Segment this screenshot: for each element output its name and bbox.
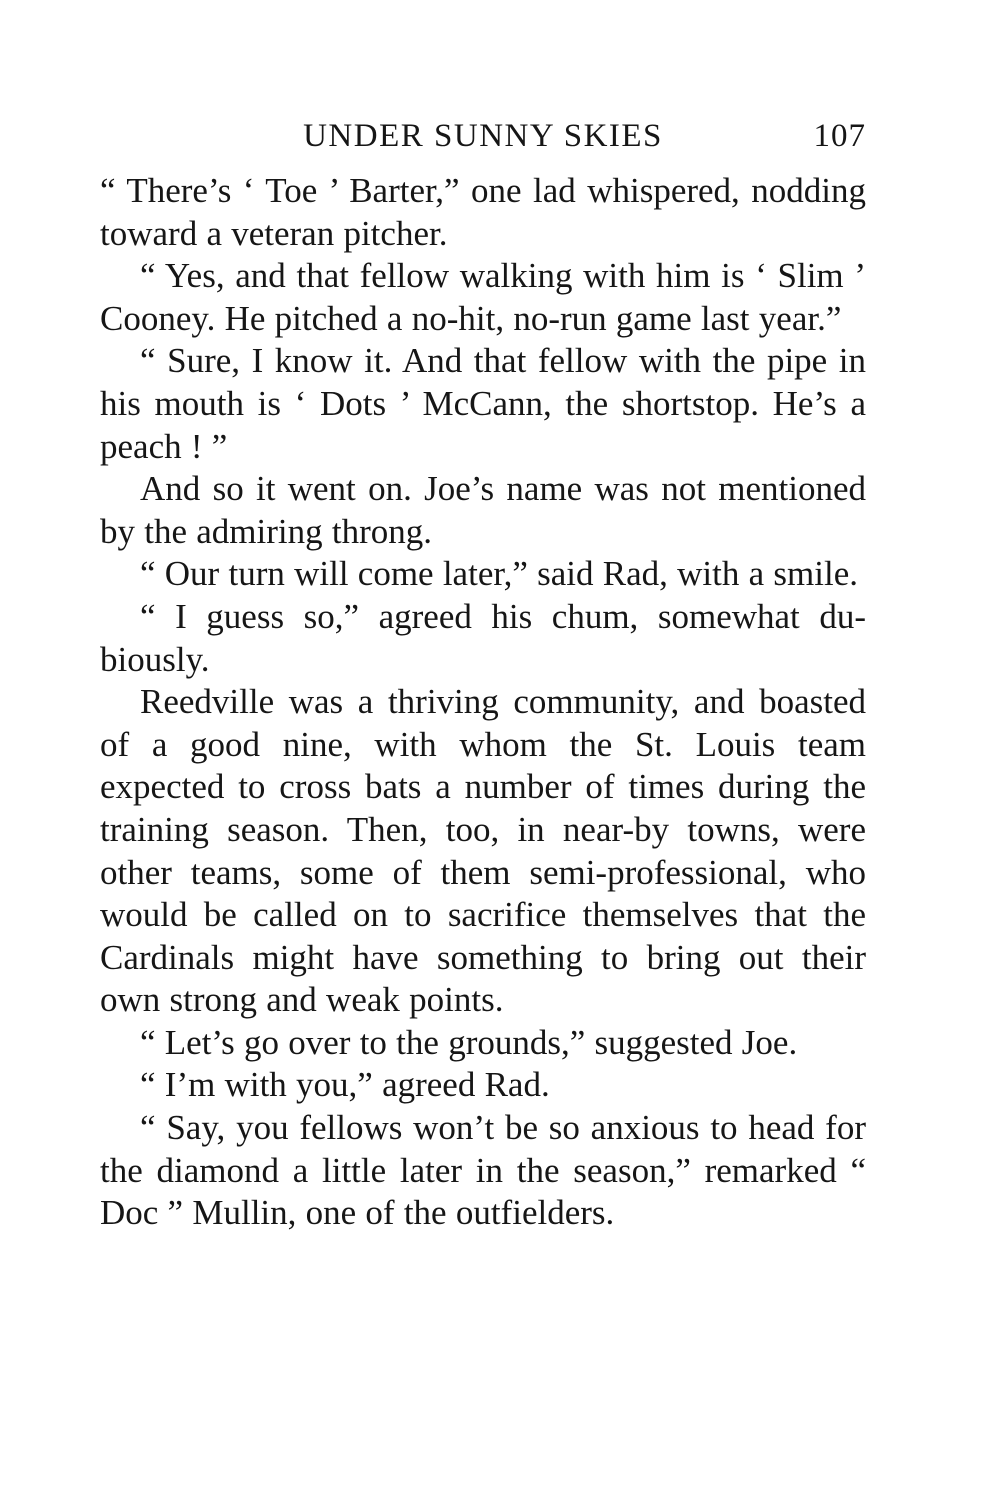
- paragraph: “ I’m with you,” agreed Rad.: [140, 1065, 550, 1105]
- paragraph: “ Yes, and that fellow walking with him is ‘ Slim ’ Cooney. He pitched a no-hit, no-run game last year.”: [100, 256, 866, 338]
- running-title: UNDER SUNNY SKIES: [303, 118, 663, 154]
- paragraph: “ Say, you fellows won’t be so anxious to head for the diamond a little later in the season,” remarked “ Doc ” Mullin, one of the outfielders.: [100, 1108, 866, 1233]
- paragraph: “ Sure, I know it. And that fellow with the pipe in his mouth is ‘ Dots ’ McCann, the shortstop. He’s a peach ! ”: [100, 341, 866, 466]
- paragraph: “ I guess so,” agreed his chum, somewhat dubiously.: [100, 596, 866, 679]
- book-page: [100, 118, 866, 1235]
- running-head: [100, 118, 866, 170]
- body-text: [100, 170, 866, 1235]
- paragraph: And so it went on. Joe’s name was not mentioned by the admiring throng.: [100, 469, 866, 551]
- paragraph: “ Let’s go over to the grounds,” suggested Joe.: [140, 1022, 798, 1062]
- page-number: 107: [813, 118, 866, 154]
- paragraph: Reedville was a thriving community, and boasted of a good nine, with whom the St. Louis team expected to cross bats a number of times during the training season. Then, too, in near-by towns, were other teams, some of them semi-professional, who would be called on to sacrifice themselves that the Cardinals might have something to bring out their own strong and weak points.: [100, 682, 866, 1020]
- paragraph: “ There’s ‘ Toe ’ Barter,” one lad whispered, nodding toward a veteran pitcher.: [100, 171, 866, 253]
- paragraph: “ Our turn will come later,” said Rad, with a smile.: [140, 554, 858, 594]
